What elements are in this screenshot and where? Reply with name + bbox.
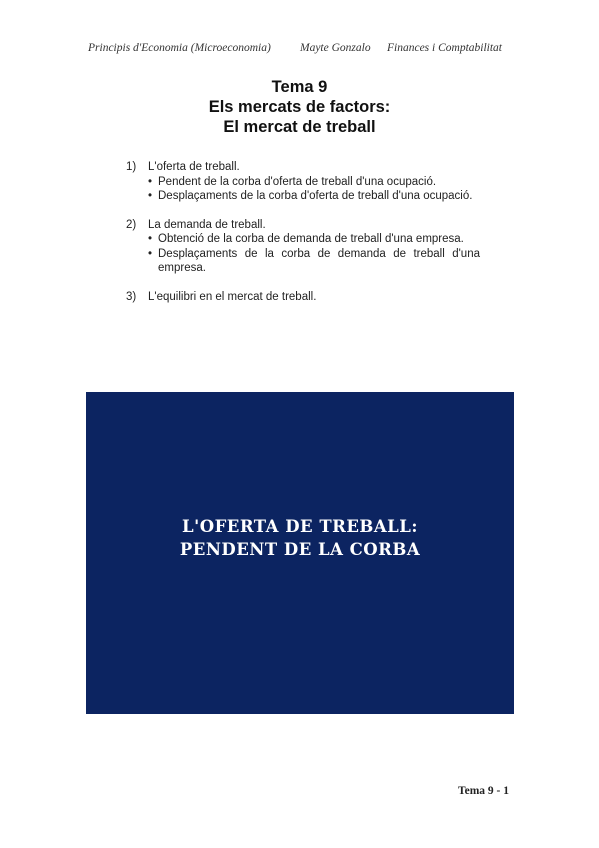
outline-item xyxy=(126,290,480,305)
outline-number: 2) xyxy=(126,218,137,231)
section-slide xyxy=(86,392,514,714)
document-title xyxy=(0,77,599,137)
outline-label: La demanda de treball. xyxy=(148,218,266,231)
outline-subitem xyxy=(148,247,480,276)
slide-title-line-2: PENDENT DE LA CORBA xyxy=(179,540,421,559)
subitem-text: Obtenció de la corba de demanda de treball d'una empresa. xyxy=(158,233,464,245)
subitem-text: Pendent de la corba d'oferta de treball d'una ocupació. xyxy=(158,175,437,188)
outline-subitem xyxy=(148,232,480,247)
subitem-text: Desplaçaments de la corba d'oferta de treball d'una ocupació. xyxy=(158,190,473,202)
outline-item xyxy=(126,160,480,204)
course-name: Principis d'Economia (Microeconomia) xyxy=(88,42,271,54)
outline-subitem xyxy=(148,189,480,204)
topic-outline xyxy=(126,160,480,318)
outline-number: 1) xyxy=(126,161,137,173)
title-line-3: El mercat de treball xyxy=(223,118,376,136)
outline-subitem xyxy=(148,175,480,190)
title-line-1: Tema 9 xyxy=(271,78,328,96)
outline-label: L'equilibri en el mercat de treball. xyxy=(148,290,317,303)
page-number: Tema 9 - 1 xyxy=(458,785,510,797)
bullet-icon: • xyxy=(148,233,153,245)
outline-item xyxy=(126,218,480,276)
title-line-2: Els mercats de factors: xyxy=(208,98,391,116)
subitem-text: Desplaçaments de la corba de demanda de treball d'una empresa. xyxy=(158,247,480,274)
bullet-icon: • xyxy=(148,247,153,260)
bullet-icon: • xyxy=(148,175,153,188)
author-name: Mayte Gonzalo xyxy=(300,42,371,54)
bullet-icon: • xyxy=(148,190,153,202)
outline-number: 3) xyxy=(126,290,137,303)
outline-label: L'oferta de treball. xyxy=(148,161,240,173)
department-name: Finances i Comptabilitat xyxy=(387,42,502,54)
slide-title-line-1: L'OFERTA DE TREBALL: xyxy=(182,517,418,536)
slide-title xyxy=(180,515,420,561)
